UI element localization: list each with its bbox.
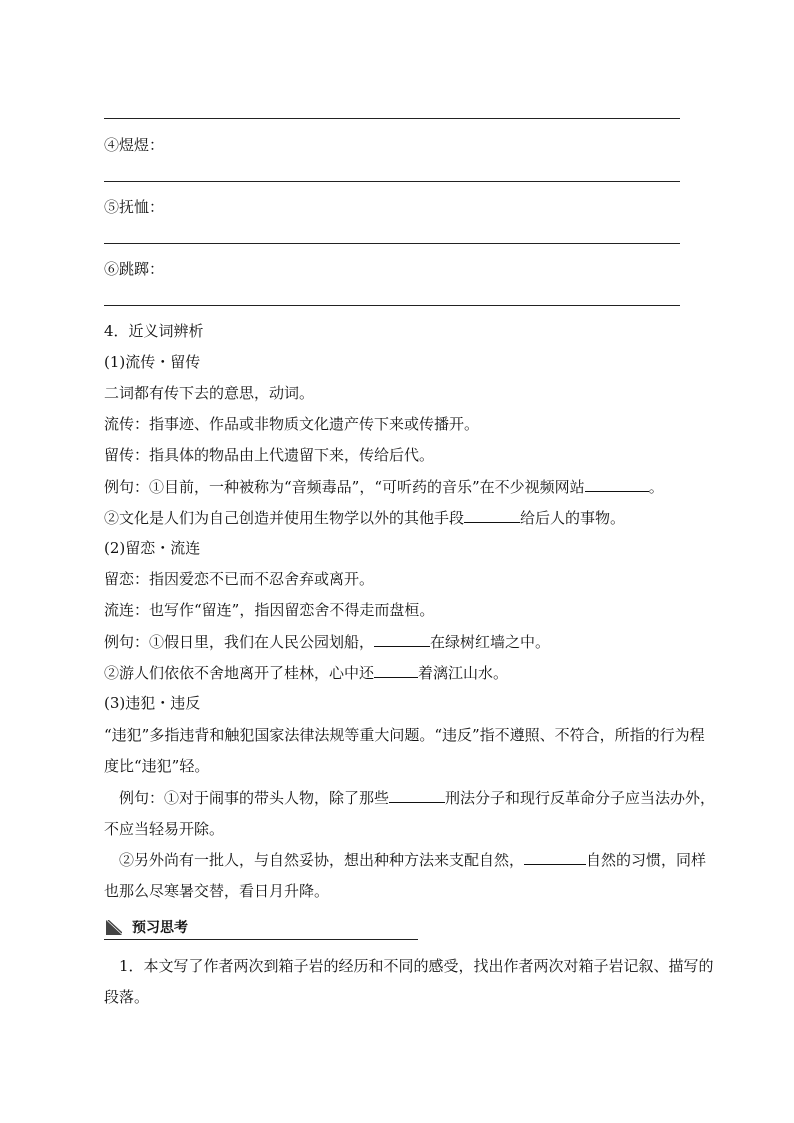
fill-blank[interactable] — [374, 631, 430, 647]
group-title: (2)留恋・流连 — [104, 539, 201, 557]
group-title: (3)违犯・违反 — [104, 694, 201, 712]
triangle-marker-icon — [106, 920, 122, 935]
definition-text: 流连：也写作“留连”，指因留恋舍不得走而盘桓。 — [104, 601, 435, 619]
answer-line — [104, 118, 680, 119]
example-sentence — [104, 507, 714, 528]
example-text: 。 — [648, 478, 664, 496]
definition-text: 留传：指具体的物品由上代遗留下来，传给后代。 — [104, 446, 435, 464]
example-text: 例句：①对于闹事的带头人物，除了那些 — [119, 789, 390, 807]
example-text: 例句：①假日里，我们在人民公园划船， — [104, 633, 375, 651]
answer-line — [104, 181, 680, 182]
example-sentence — [104, 662, 714, 683]
fill-blank[interactable] — [524, 849, 586, 865]
preview-section-title: 预习思考 — [132, 920, 188, 936]
example-text: ②游人们依依不舍地离开了桂林，心中还 — [104, 664, 375, 682]
definition-text: 留恋：指因爱恋不已而不忍舍弃或离开。 — [104, 570, 375, 588]
example-text: ②文化是人们为自己创造并使用生物学以外的其他手段 — [104, 509, 465, 527]
example-text: 自然的习惯，同样也那么尽寒暑交替，看日月升降。 — [104, 851, 707, 900]
example-text: 着漓江山水。 — [418, 664, 509, 682]
vocab-item-4: ④煜煜： — [104, 136, 165, 154]
question-text: 1．本文写了作者两次到箱子岩的经历和不同的感受，找出作者两次对箱子岩记叙、描写的段落。 — [104, 957, 714, 1006]
example-text: ②另外尚有一批人，与自然妥协，想出种种方法来支配自然， — [119, 851, 525, 869]
answer-line — [104, 305, 680, 306]
example-sentence — [104, 631, 714, 652]
example-text: 给后人的事物。 — [520, 509, 626, 527]
group-title: (1)流传・留传 — [104, 353, 201, 371]
definition-text: 二词都有传下去的意思，动词。 — [104, 384, 315, 402]
fill-blank[interactable] — [389, 787, 445, 803]
fill-blank[interactable] — [464, 507, 520, 523]
preview-section-header — [104, 917, 418, 940]
example-text: 例句：①目前，一种被称为“音频毒品”，“可听药的音乐”在不少视频网站 — [104, 478, 585, 496]
example-sentence — [104, 476, 714, 497]
answer-line — [104, 243, 680, 244]
fill-blank[interactable] — [374, 662, 418, 678]
example-text: 在绿树红墙之中。 — [430, 633, 551, 651]
vocab-item-5: ⑤抚恤： — [104, 198, 165, 216]
section-heading: 4．近义词辨析 — [104, 322, 204, 340]
example-text: 刑法分子和现行反革命分子应当法办外，不应当轻易开除。 — [104, 789, 716, 838]
definition-paragraph: “违犯”多指违背和触犯国家法律法规等重大问题。“违反”指不遵照、不符合，所指的行为程度比“违犯”轻。 — [104, 726, 705, 775]
vocab-item-6: ⑥跳踯： — [104, 260, 165, 278]
example-sentence — [104, 845, 719, 907]
fill-blank[interactable] — [585, 476, 649, 492]
example-sentence — [104, 783, 719, 845]
definition-text: 流传：指事迹、作品或非物质文化遗产传下来或传播开。 — [104, 415, 480, 433]
